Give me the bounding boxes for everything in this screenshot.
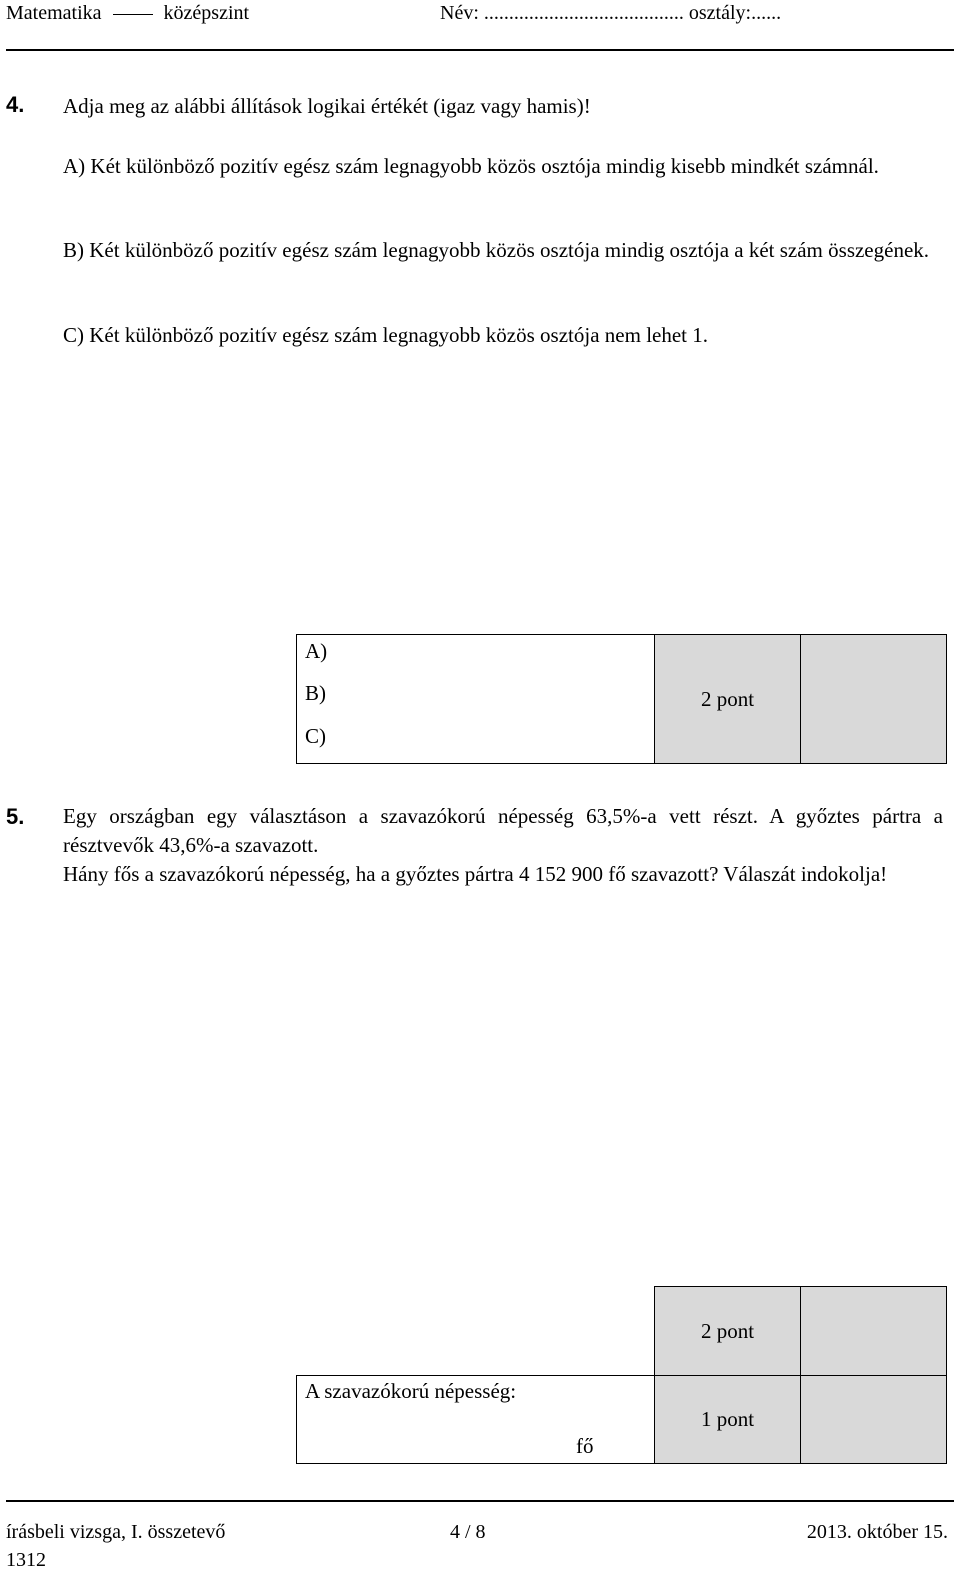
problem-5-points-top-box (654, 1286, 801, 1376)
footer-date: 2013. október 15. (806, 1521, 948, 1543)
problem-5-answer-box[interactable] (296, 1375, 655, 1464)
problem-4-prompt: Adja meg az alábbi állítások logikai értékét (igaz vagy hamis)! (63, 94, 591, 118)
header-level: középszint (163, 2, 250, 24)
problem-5-text-1: Egy országban egy választáson a szavazókorú népesség 63,5%-a vett részt. A győztes pártra a résztvevők 43,6%-a szavazott. (63, 804, 943, 857)
problem-5-text-2: Hány fős a szavazókorú népesség, ha a győztes pártra 4 152 900 fő szavazott? Válaszát indokolja! (63, 862, 888, 886)
problem-5-points-top: 2 pont (700, 1318, 755, 1343)
answer-label-c: C) (305, 724, 326, 748)
footer-code: 1312 (6, 1549, 46, 1571)
problem-4-score-box[interactable] (800, 634, 947, 764)
problem-5-unit: fő (576, 1434, 594, 1458)
problem-5-answer-label: A szavazókorú népesség: (305, 1379, 517, 1403)
problem-5-number: 5. (6, 804, 25, 829)
answer-label-b: B) (305, 681, 326, 705)
problem-5-score-bottom-box[interactable] (800, 1375, 947, 1464)
problem-5-points-bottom: 1 pont (700, 1407, 755, 1431)
header-rule (6, 49, 954, 51)
problem-4-statement-b: B) Két különböző pozitív egész szám legnagyobb közös osztója mindig osztója a két szám összegének. (63, 238, 930, 262)
problem-5-score-top-box[interactable] (800, 1286, 947, 1376)
problem-4-points-box (654, 634, 801, 764)
problem-4-points: 2 pont (700, 686, 755, 711)
footer-rule (6, 1500, 954, 1502)
header-subject (6, 2, 249, 25)
problem-4-statement-c: C) Két különböző pozitív egész szám legnagyobb közös osztója nem lehet 1. (63, 323, 709, 347)
problem-4-number: 4. (6, 92, 25, 117)
answer-label-a: A) (305, 639, 328, 663)
problem-4-answer-box[interactable] (296, 634, 655, 764)
problem-4-statement-a: A) Két különböző pozitív egész szám legnagyobb közös osztója mindig kisebb mindkét számnál. (63, 154, 879, 178)
header-dash (113, 14, 153, 15)
header-subject-name: Matematika (6, 2, 102, 24)
footer-page: 4 / 8 (450, 1521, 486, 1543)
footer-left: írásbeli vizsga, I. összetevő (6, 1521, 226, 1543)
problem-5-points-bottom-box (654, 1375, 801, 1464)
header-name-field: Név: ........................................ osztály:...... (440, 2, 782, 24)
